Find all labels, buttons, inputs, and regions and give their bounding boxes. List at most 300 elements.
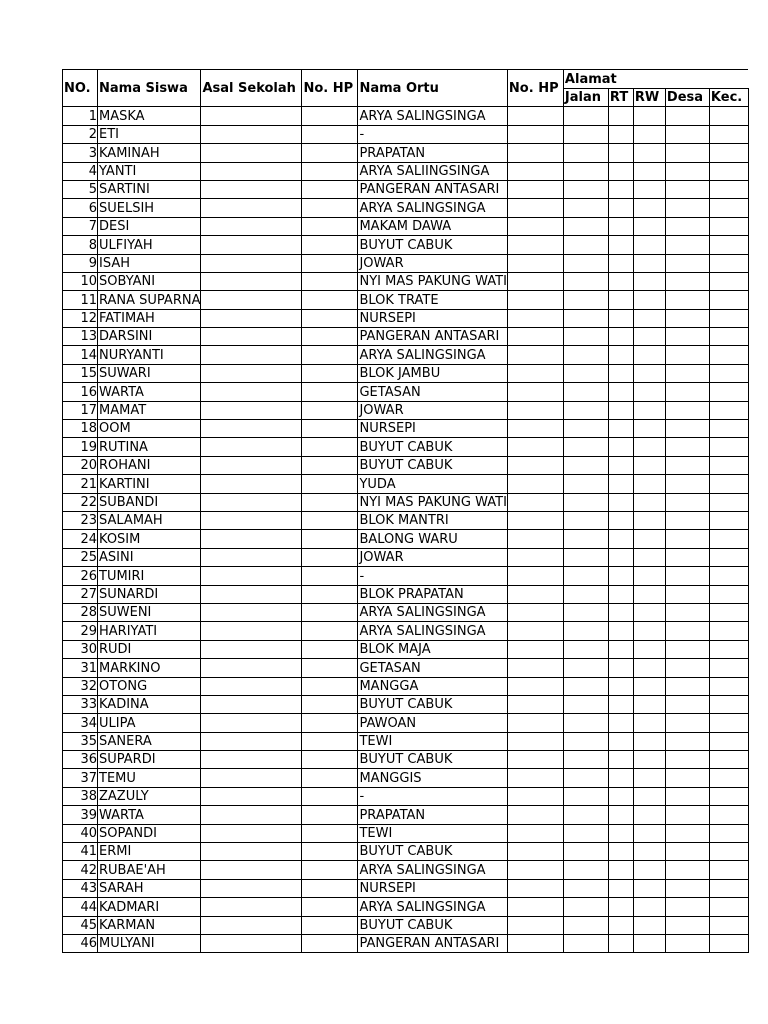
cell-desa[interactable] bbox=[665, 934, 709, 952]
cell-kec[interactable] bbox=[709, 879, 748, 897]
cell-nama-siswa[interactable]: SUWARI bbox=[98, 364, 201, 382]
cell-jalan[interactable] bbox=[563, 438, 608, 456]
cell-asal-sekolah[interactable] bbox=[201, 695, 302, 713]
cell-kec[interactable] bbox=[709, 383, 748, 401]
cell-rw[interactable] bbox=[633, 346, 665, 364]
cell-asal-sekolah[interactable] bbox=[201, 309, 302, 327]
cell-kec[interactable] bbox=[709, 732, 748, 750]
cell-asal-sekolah[interactable] bbox=[201, 475, 302, 493]
cell-no-hp-ortu[interactable] bbox=[507, 511, 563, 529]
cell-jalan[interactable] bbox=[563, 548, 608, 566]
cell-no-hp-ortu[interactable] bbox=[507, 530, 563, 548]
cell-jalan[interactable] bbox=[563, 806, 608, 824]
cell-no-hp[interactable] bbox=[302, 144, 358, 162]
cell-rw[interactable] bbox=[633, 714, 665, 732]
cell-nama-ortu[interactable] bbox=[358, 328, 507, 346]
cell-rt[interactable] bbox=[608, 162, 633, 180]
cell-desa[interactable] bbox=[665, 677, 709, 695]
cell-no[interactable]: 25 bbox=[63, 548, 98, 566]
cell-no-hp[interactable] bbox=[302, 934, 358, 952]
cell-rw[interactable] bbox=[633, 898, 665, 916]
cell-rt[interactable] bbox=[608, 603, 633, 621]
cell-rw[interactable] bbox=[633, 751, 665, 769]
cell-nama-ortu[interactable] bbox=[358, 199, 507, 217]
cell-no[interactable]: 44 bbox=[63, 898, 98, 916]
cell-nama-siswa[interactable]: SOBYANI bbox=[98, 272, 201, 290]
cell-kec[interactable] bbox=[709, 199, 748, 217]
cell-nama-siswa[interactable]: WARTA bbox=[98, 806, 201, 824]
cell-rt[interactable] bbox=[608, 456, 633, 474]
cell-rt[interactable] bbox=[608, 346, 633, 364]
cell-jalan[interactable] bbox=[563, 567, 608, 585]
cell-no[interactable]: 41 bbox=[63, 843, 98, 861]
cell-nama-ortu[interactable] bbox=[358, 714, 507, 732]
cell-rt[interactable] bbox=[608, 640, 633, 658]
cell-no[interactable]: 21 bbox=[63, 475, 98, 493]
cell-nama-ortu[interactable] bbox=[358, 162, 507, 180]
cell-no[interactable]: 26 bbox=[63, 567, 98, 585]
cell-no-hp[interactable] bbox=[302, 843, 358, 861]
cell-rt[interactable] bbox=[608, 677, 633, 695]
cell-no-hp-ortu[interactable] bbox=[507, 401, 563, 419]
cell-rw[interactable] bbox=[633, 916, 665, 934]
cell-jalan[interactable] bbox=[563, 346, 608, 364]
cell-rw[interactable] bbox=[633, 585, 665, 603]
cell-asal-sekolah[interactable] bbox=[201, 824, 302, 842]
cell-desa[interactable] bbox=[665, 879, 709, 897]
cell-rw[interactable] bbox=[633, 144, 665, 162]
cell-desa[interactable] bbox=[665, 309, 709, 327]
cell-desa[interactable] bbox=[665, 898, 709, 916]
cell-kec[interactable] bbox=[709, 144, 748, 162]
cell-no-hp-ortu[interactable] bbox=[507, 291, 563, 309]
cell-nama-siswa[interactable]: DARSINI bbox=[98, 328, 201, 346]
cell-no-hp-ortu[interactable] bbox=[507, 144, 563, 162]
cell-no-hp-ortu[interactable] bbox=[507, 254, 563, 272]
cell-no-hp[interactable] bbox=[302, 162, 358, 180]
cell-nama-ortu[interactable] bbox=[358, 843, 507, 861]
cell-kec[interactable] bbox=[709, 328, 748, 346]
cell-no-hp[interactable] bbox=[302, 861, 358, 879]
cell-nama-ortu[interactable] bbox=[358, 291, 507, 309]
cell-jalan[interactable] bbox=[563, 401, 608, 419]
cell-nama-siswa[interactable]: WARTA bbox=[98, 383, 201, 401]
cell-desa[interactable] bbox=[665, 567, 709, 585]
cell-jalan[interactable] bbox=[563, 640, 608, 658]
cell-nama-ortu[interactable] bbox=[358, 567, 507, 585]
cell-no[interactable]: 2 bbox=[63, 125, 98, 143]
cell-rw[interactable] bbox=[633, 420, 665, 438]
cell-jalan[interactable] bbox=[563, 714, 608, 732]
cell-jalan[interactable] bbox=[563, 861, 608, 879]
cell-nama-ortu[interactable] bbox=[358, 511, 507, 529]
cell-rt[interactable] bbox=[608, 511, 633, 529]
cell-kec[interactable] bbox=[709, 548, 748, 566]
cell-no-hp[interactable] bbox=[302, 567, 358, 585]
cell-asal-sekolah[interactable] bbox=[201, 364, 302, 382]
cell-no-hp[interactable] bbox=[302, 291, 358, 309]
cell-no-hp-ortu[interactable] bbox=[507, 824, 563, 842]
cell-jalan[interactable] bbox=[563, 843, 608, 861]
cell-kec[interactable] bbox=[709, 640, 748, 658]
cell-kec[interactable] bbox=[709, 787, 748, 805]
cell-nama-ortu[interactable] bbox=[358, 236, 507, 254]
cell-nama-ortu[interactable] bbox=[358, 107, 507, 125]
cell-rt[interactable] bbox=[608, 272, 633, 290]
cell-rw[interactable] bbox=[633, 401, 665, 419]
cell-nama-siswa[interactable]: RUDI bbox=[98, 640, 201, 658]
cell-no[interactable]: 30 bbox=[63, 640, 98, 658]
cell-no-hp-ortu[interactable] bbox=[507, 236, 563, 254]
cell-desa[interactable] bbox=[665, 806, 709, 824]
cell-no-hp[interactable] bbox=[302, 879, 358, 897]
cell-desa[interactable] bbox=[665, 420, 709, 438]
cell-no-hp[interactable] bbox=[302, 236, 358, 254]
cell-desa[interactable] bbox=[665, 328, 709, 346]
cell-no-hp-ortu[interactable] bbox=[507, 916, 563, 934]
cell-nama-ortu[interactable] bbox=[358, 916, 507, 934]
cell-nama-ortu[interactable] bbox=[358, 732, 507, 750]
cell-nama-siswa[interactable]: ZAZULY bbox=[98, 787, 201, 805]
cell-no-hp[interactable] bbox=[302, 401, 358, 419]
cell-nama-siswa[interactable]: SUNARDI bbox=[98, 585, 201, 603]
cell-rw[interactable] bbox=[633, 622, 665, 640]
cell-no-hp-ortu[interactable] bbox=[507, 769, 563, 787]
cell-rt[interactable] bbox=[608, 659, 633, 677]
cell-no-hp[interactable] bbox=[302, 493, 358, 511]
cell-nama-siswa[interactable]: RUBAE'AH bbox=[98, 861, 201, 879]
cell-no[interactable]: 1 bbox=[63, 107, 98, 125]
cell-nama-siswa[interactable]: OOM bbox=[98, 420, 201, 438]
cell-jalan[interactable] bbox=[563, 328, 608, 346]
cell-nama-ortu[interactable] bbox=[358, 383, 507, 401]
cell-asal-sekolah[interactable] bbox=[201, 383, 302, 401]
cell-kec[interactable] bbox=[709, 401, 748, 419]
cell-no-hp[interactable] bbox=[302, 199, 358, 217]
cell-rt[interactable] bbox=[608, 548, 633, 566]
cell-nama-ortu[interactable] bbox=[358, 420, 507, 438]
cell-rt[interactable] bbox=[608, 180, 633, 198]
cell-asal-sekolah[interactable] bbox=[201, 751, 302, 769]
cell-jalan[interactable] bbox=[563, 769, 608, 787]
cell-desa[interactable] bbox=[665, 548, 709, 566]
cell-rt[interactable] bbox=[608, 236, 633, 254]
cell-asal-sekolah[interactable] bbox=[201, 861, 302, 879]
cell-jalan[interactable] bbox=[563, 916, 608, 934]
cell-jalan[interactable] bbox=[563, 475, 608, 493]
cell-no[interactable]: 20 bbox=[63, 456, 98, 474]
cell-rt[interactable] bbox=[608, 824, 633, 842]
cell-no-hp-ortu[interactable] bbox=[507, 934, 563, 952]
cell-jalan[interactable] bbox=[563, 254, 608, 272]
cell-rw[interactable] bbox=[633, 236, 665, 254]
cell-no[interactable]: 13 bbox=[63, 328, 98, 346]
cell-asal-sekolah[interactable] bbox=[201, 787, 302, 805]
cell-kec[interactable] bbox=[709, 567, 748, 585]
cell-nama-siswa[interactable]: FATIMAH bbox=[98, 309, 201, 327]
cell-nama-ortu[interactable] bbox=[358, 493, 507, 511]
cell-desa[interactable] bbox=[665, 272, 709, 290]
cell-no-hp[interactable] bbox=[302, 309, 358, 327]
cell-no-hp[interactable] bbox=[302, 364, 358, 382]
cell-kec[interactable] bbox=[709, 456, 748, 474]
cell-rt[interactable] bbox=[608, 934, 633, 952]
cell-rw[interactable] bbox=[633, 511, 665, 529]
cell-jalan[interactable] bbox=[563, 180, 608, 198]
cell-asal-sekolah[interactable] bbox=[201, 162, 302, 180]
cell-kec[interactable] bbox=[709, 916, 748, 934]
cell-nama-siswa[interactable]: SANERA bbox=[98, 732, 201, 750]
cell-no-hp[interactable] bbox=[302, 898, 358, 916]
cell-desa[interactable] bbox=[665, 769, 709, 787]
cell-no-hp-ortu[interactable] bbox=[507, 217, 563, 235]
cell-nama-siswa[interactable]: ASINI bbox=[98, 548, 201, 566]
cell-rt[interactable] bbox=[608, 144, 633, 162]
cell-asal-sekolah[interactable] bbox=[201, 328, 302, 346]
cell-no[interactable]: 15 bbox=[63, 364, 98, 382]
cell-nama-siswa[interactable]: SUBANDI bbox=[98, 493, 201, 511]
cell-nama-ortu[interactable] bbox=[358, 585, 507, 603]
cell-no-hp[interactable] bbox=[302, 438, 358, 456]
cell-rt[interactable] bbox=[608, 806, 633, 824]
cell-desa[interactable] bbox=[665, 824, 709, 842]
cell-no-hp-ortu[interactable] bbox=[507, 162, 563, 180]
cell-nama-ortu[interactable] bbox=[358, 751, 507, 769]
cell-rw[interactable] bbox=[633, 199, 665, 217]
cell-desa[interactable] bbox=[665, 438, 709, 456]
cell-rw[interactable] bbox=[633, 475, 665, 493]
cell-no-hp[interactable] bbox=[302, 420, 358, 438]
cell-asal-sekolah[interactable] bbox=[201, 769, 302, 787]
cell-desa[interactable] bbox=[665, 751, 709, 769]
cell-no-hp[interactable] bbox=[302, 659, 358, 677]
cell-no-hp-ortu[interactable] bbox=[507, 640, 563, 658]
cell-jalan[interactable] bbox=[563, 456, 608, 474]
cell-jalan[interactable] bbox=[563, 144, 608, 162]
cell-kec[interactable] bbox=[709, 843, 748, 861]
cell-nama-ortu[interactable] bbox=[358, 861, 507, 879]
cell-asal-sekolah[interactable] bbox=[201, 659, 302, 677]
cell-no[interactable]: 18 bbox=[63, 420, 98, 438]
cell-no-hp-ortu[interactable] bbox=[507, 879, 563, 897]
cell-asal-sekolah[interactable] bbox=[201, 916, 302, 934]
cell-rt[interactable] bbox=[608, 309, 633, 327]
cell-no[interactable]: 3 bbox=[63, 144, 98, 162]
cell-asal-sekolah[interactable] bbox=[201, 806, 302, 824]
cell-kec[interactable] bbox=[709, 530, 748, 548]
cell-kec[interactable] bbox=[709, 125, 748, 143]
cell-rw[interactable] bbox=[633, 217, 665, 235]
cell-jalan[interactable] bbox=[563, 162, 608, 180]
cell-asal-sekolah[interactable] bbox=[201, 548, 302, 566]
cell-jalan[interactable] bbox=[563, 364, 608, 382]
cell-rw[interactable] bbox=[633, 456, 665, 474]
cell-nama-siswa[interactable]: ISAH bbox=[98, 254, 201, 272]
cell-rw[interactable] bbox=[633, 843, 665, 861]
cell-rw[interactable] bbox=[633, 769, 665, 787]
cell-desa[interactable] bbox=[665, 659, 709, 677]
cell-nama-ortu[interactable] bbox=[358, 456, 507, 474]
cell-no-hp[interactable] bbox=[302, 511, 358, 529]
cell-nama-ortu[interactable] bbox=[358, 640, 507, 658]
cell-asal-sekolah[interactable] bbox=[201, 420, 302, 438]
cell-no-hp-ortu[interactable] bbox=[507, 438, 563, 456]
cell-nama-siswa[interactable]: TEMU bbox=[98, 769, 201, 787]
cell-no[interactable]: 19 bbox=[63, 438, 98, 456]
cell-jalan[interactable] bbox=[563, 677, 608, 695]
cell-rt[interactable] bbox=[608, 751, 633, 769]
cell-nama-siswa[interactable]: KADINA bbox=[98, 695, 201, 713]
cell-nama-ortu[interactable] bbox=[358, 217, 507, 235]
cell-nama-ortu[interactable] bbox=[358, 548, 507, 566]
cell-desa[interactable] bbox=[665, 107, 709, 125]
cell-asal-sekolah[interactable] bbox=[201, 217, 302, 235]
cell-nama-siswa[interactable]: NURYANTI bbox=[98, 346, 201, 364]
cell-nama-siswa[interactable]: RANA SUPARNA bbox=[99, 292, 201, 308]
cell-no[interactable]: 8 bbox=[63, 236, 98, 254]
cell-no-hp[interactable] bbox=[302, 751, 358, 769]
cell-desa[interactable] bbox=[665, 493, 709, 511]
cell-no[interactable]: 4 bbox=[63, 162, 98, 180]
cell-kec[interactable] bbox=[709, 677, 748, 695]
cell-jalan[interactable] bbox=[563, 934, 608, 952]
cell-rw[interactable] bbox=[633, 328, 665, 346]
cell-no-hp-ortu[interactable] bbox=[507, 548, 563, 566]
cell-rt[interactable] bbox=[608, 438, 633, 456]
cell-no-hp[interactable] bbox=[302, 787, 358, 805]
cell-desa[interactable] bbox=[665, 843, 709, 861]
cell-no-hp-ortu[interactable] bbox=[507, 622, 563, 640]
cell-nama-siswa[interactable]: TUMIRI bbox=[98, 567, 201, 585]
cell-rt[interactable] bbox=[608, 787, 633, 805]
cell-jalan[interactable] bbox=[563, 272, 608, 290]
cell-no-hp[interactable] bbox=[302, 125, 358, 143]
cell-no-hp-ortu[interactable] bbox=[507, 456, 563, 474]
cell-nama-siswa[interactable]: SOPANDI bbox=[98, 824, 201, 842]
cell-rw[interactable] bbox=[633, 861, 665, 879]
cell-rt[interactable] bbox=[608, 898, 633, 916]
cell-no[interactable]: 42 bbox=[63, 861, 98, 879]
cell-rt[interactable] bbox=[608, 879, 633, 897]
cell-asal-sekolah[interactable] bbox=[201, 107, 302, 125]
cell-jalan[interactable] bbox=[563, 787, 608, 805]
cell-rw[interactable] bbox=[633, 493, 665, 511]
cell-no-hp-ortu[interactable] bbox=[507, 420, 563, 438]
cell-rt[interactable] bbox=[608, 769, 633, 787]
cell-no-hp[interactable] bbox=[302, 640, 358, 658]
cell-asal-sekolah[interactable] bbox=[201, 934, 302, 952]
cell-jalan[interactable] bbox=[563, 530, 608, 548]
cell-kec[interactable] bbox=[709, 659, 748, 677]
cell-no[interactable]: 33 bbox=[63, 695, 98, 713]
cell-asal-sekolah[interactable] bbox=[201, 125, 302, 143]
cell-desa[interactable] bbox=[665, 861, 709, 879]
cell-no-hp[interactable] bbox=[302, 824, 358, 842]
cell-nama-ortu[interactable] bbox=[358, 364, 507, 382]
cell-desa[interactable] bbox=[665, 401, 709, 419]
cell-rw[interactable] bbox=[633, 530, 665, 548]
cell-nama-siswa[interactable]: OTONG bbox=[98, 677, 201, 695]
cell-kec[interactable] bbox=[709, 824, 748, 842]
cell-asal-sekolah[interactable] bbox=[201, 456, 302, 474]
cell-no[interactable]: 46 bbox=[63, 934, 98, 952]
cell-no[interactable]: 11 bbox=[63, 291, 98, 309]
cell-no[interactable]: 39 bbox=[63, 806, 98, 824]
cell-no[interactable]: 16 bbox=[63, 383, 98, 401]
cell-desa[interactable] bbox=[665, 125, 709, 143]
cell-nama-ortu[interactable] bbox=[358, 695, 507, 713]
cell-asal-sekolah[interactable] bbox=[201, 567, 302, 585]
cell-asal-sekolah[interactable] bbox=[201, 401, 302, 419]
cell-jalan[interactable] bbox=[563, 622, 608, 640]
cell-no[interactable]: 6 bbox=[63, 199, 98, 217]
cell-desa[interactable] bbox=[665, 530, 709, 548]
cell-no-hp[interactable] bbox=[302, 622, 358, 640]
cell-kec[interactable] bbox=[709, 236, 748, 254]
cell-nama-ortu[interactable] bbox=[358, 346, 507, 364]
cell-no[interactable]: 10 bbox=[63, 272, 98, 290]
cell-jalan[interactable] bbox=[563, 125, 608, 143]
cell-no[interactable]: 34 bbox=[63, 714, 98, 732]
cell-no-hp-ortu[interactable] bbox=[507, 199, 563, 217]
cell-rt[interactable] bbox=[608, 420, 633, 438]
cell-no-hp[interactable] bbox=[302, 180, 358, 198]
cell-kec[interactable] bbox=[709, 622, 748, 640]
cell-no-hp-ortu[interactable] bbox=[507, 475, 563, 493]
cell-no-hp[interactable] bbox=[302, 456, 358, 474]
cell-asal-sekolah[interactable] bbox=[201, 732, 302, 750]
cell-asal-sekolah[interactable] bbox=[201, 879, 302, 897]
cell-rt[interactable] bbox=[608, 530, 633, 548]
cell-nama-siswa[interactable]: SALAMAH bbox=[98, 511, 201, 529]
cell-nama-ortu[interactable] bbox=[358, 272, 507, 290]
cell-asal-sekolah[interactable] bbox=[201, 677, 302, 695]
cell-no[interactable]: 31 bbox=[63, 659, 98, 677]
cell-no[interactable]: 35 bbox=[63, 732, 98, 750]
cell-nama-siswa[interactable]: ULIPA bbox=[98, 714, 201, 732]
cell-nama-siswa[interactable]: HARIYATI bbox=[98, 622, 201, 640]
cell-kec[interactable] bbox=[709, 107, 748, 125]
cell-no-hp[interactable] bbox=[302, 383, 358, 401]
cell-no-hp[interactable] bbox=[302, 254, 358, 272]
cell-nama-ortu[interactable] bbox=[358, 530, 507, 548]
cell-no-hp-ortu[interactable] bbox=[507, 751, 563, 769]
cell-no[interactable]: 45 bbox=[63, 916, 98, 934]
cell-asal-sekolah[interactable] bbox=[201, 236, 302, 254]
cell-desa[interactable] bbox=[665, 787, 709, 805]
cell-nama-ortu[interactable] bbox=[358, 769, 507, 787]
cell-nama-siswa[interactable]: MAMAT bbox=[98, 401, 201, 419]
cell-rt[interactable] bbox=[608, 493, 633, 511]
cell-desa[interactable] bbox=[665, 180, 709, 198]
cell-jalan[interactable] bbox=[563, 585, 608, 603]
cell-rw[interactable] bbox=[633, 162, 665, 180]
cell-jalan[interactable] bbox=[563, 383, 608, 401]
cell-nama-ortu[interactable] bbox=[358, 787, 507, 805]
cell-asal-sekolah[interactable] bbox=[201, 603, 302, 621]
cell-no-hp[interactable] bbox=[302, 695, 358, 713]
cell-rt[interactable] bbox=[608, 291, 633, 309]
cell-rt[interactable] bbox=[608, 328, 633, 346]
cell-rw[interactable] bbox=[633, 640, 665, 658]
cell-desa[interactable] bbox=[665, 364, 709, 382]
cell-rt[interactable] bbox=[608, 475, 633, 493]
cell-rw[interactable] bbox=[633, 659, 665, 677]
cell-kec[interactable] bbox=[709, 217, 748, 235]
cell-desa[interactable] bbox=[665, 162, 709, 180]
cell-kec[interactable] bbox=[709, 603, 748, 621]
cell-nama-ortu[interactable] bbox=[358, 125, 507, 143]
